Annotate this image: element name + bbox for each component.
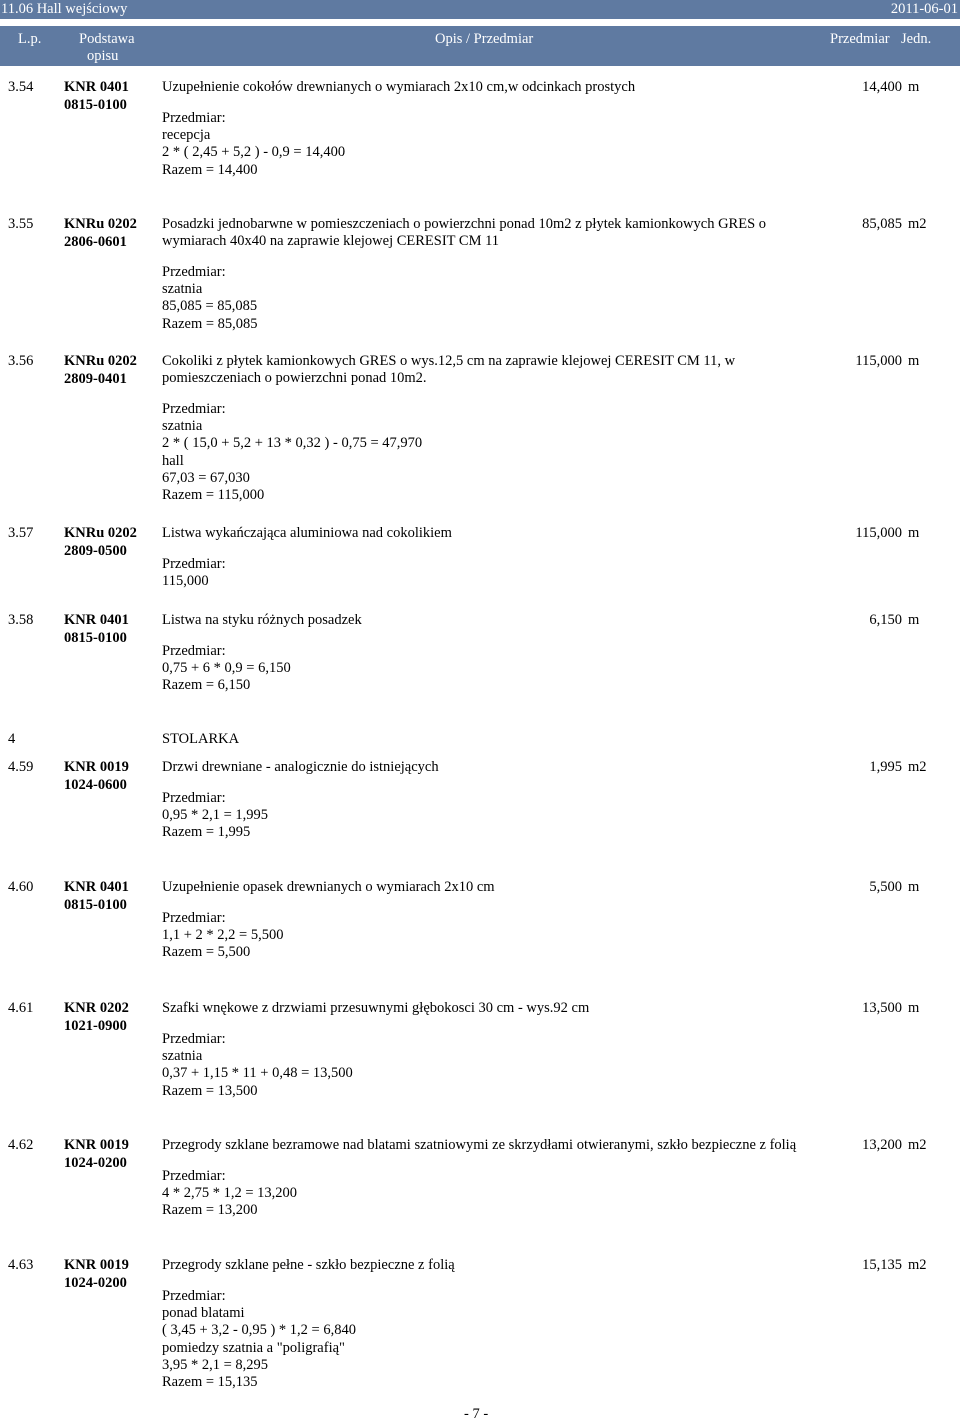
measurement-total: Razem = 6,150: [162, 677, 251, 694]
item-basis: [64, 879, 149, 915]
item-description: Uzupełnienie cokołów drewnianych o wymiarach 2x10 cm,w odcinkach prostych: [162, 79, 636, 95]
item-basis: [64, 216, 149, 252]
basis-catalog: KNRu 0202: [64, 353, 137, 369]
measurement-line: szatnia: [162, 281, 203, 298]
measurement-line: 0,37 + 1,15 * 11 + 0,48 = 13,500: [162, 1065, 353, 1082]
measurement-total: Razem = 15,135: [162, 1373, 258, 1390]
item-quantity: 1,995: [869, 759, 902, 775]
item-description: Listwa wykańczająca aluminiowa nad cokolikiem: [162, 525, 452, 541]
measurement-label: Przedmiar:: [162, 643, 226, 659]
measurement-block: [162, 910, 812, 962]
item-number: 4.60: [8, 879, 34, 895]
column-header-description: Opis / Przedmiar: [435, 31, 534, 47]
measurement-label: Przedmiar:: [162, 110, 226, 126]
basis-catalog: KNR 0401: [64, 79, 129, 95]
measurement-block: [162, 264, 812, 333]
measurement-line: ponad blatami: [162, 1305, 245, 1322]
measurement-total: Razem = 13,500: [162, 1082, 258, 1099]
measurement-block: [162, 556, 812, 590]
item-unit: m: [908, 1000, 920, 1016]
item-number: 3.57: [8, 525, 34, 541]
basis-position: 0815-0100: [64, 630, 127, 646]
measurement-total: Razem = 13,200: [162, 1202, 258, 1219]
item-number: 4.62: [8, 1137, 34, 1153]
table-header: [0, 26, 960, 66]
item-quantity: 6,150: [869, 612, 902, 628]
measurement-line: hall: [162, 452, 184, 469]
measurement-line: 0,95 * 2,1 = 1,995: [162, 807, 269, 824]
basis-position: 1024-0200: [64, 1275, 127, 1291]
document-date: 2011-06-01: [890, 1, 958, 17]
measurement-line: 3,95 * 2,1 = 8,295: [162, 1356, 269, 1373]
item-quantity: 13,200: [862, 1137, 902, 1153]
measurement-line: ( 3,45 + 3,2 - 0,95 ) * 1,2 = 6,840: [162, 1322, 356, 1339]
item-basis: [64, 525, 149, 561]
item-number: 3.55: [8, 216, 34, 232]
measurement-line: 0,75 + 6 * 0,9 = 6,150: [162, 660, 291, 677]
basis-catalog: KNR 0202: [64, 1000, 129, 1016]
measurement-line: 2 * ( 2,45 + 5,2 ) - 0,9 = 14,400: [162, 144, 346, 161]
item-unit: m: [908, 612, 920, 628]
measurement-line: 1,1 + 2 * 2,2 = 5,500: [162, 927, 284, 944]
measurement-block: [162, 790, 812, 842]
item-unit: m2: [908, 1257, 927, 1273]
column-header-basis: Podstawa: [79, 31, 135, 47]
measurement-label: Przedmiar:: [162, 1288, 226, 1304]
measurement-block: [162, 1168, 812, 1220]
column-header-quantity: Przedmiar: [830, 31, 890, 47]
item-description: Drzwi drewniane - analogicznie do istniejących: [162, 759, 439, 775]
measurement-total: Razem = 85,085: [162, 315, 258, 332]
item-quantity: 115,000: [855, 525, 902, 541]
item-number: 3.58: [8, 612, 34, 628]
document-title: 11.06 Hall wejściowy: [1, 1, 128, 17]
basis-catalog: KNRu 0202: [64, 525, 137, 541]
measurement-line: 4 * 2,75 * 1,2 = 13,200: [162, 1185, 298, 1202]
measurement-block: [162, 1031, 812, 1100]
item-description: Uzupełnienie opasek drewnianych o wymiarach 2x10 cm: [162, 879, 495, 895]
basis-catalog: KNR 0401: [64, 612, 129, 628]
item-unit: m2: [908, 1137, 927, 1153]
item-description-block: [162, 525, 812, 590]
item-description: Posadzki jednobarwne w pomieszczeniach o powierzchni ponad 10m2 z płytek kamionkowych GRES o wymiarach 40x40 na zaprawie klejowej CERESIT CM 11: [162, 216, 767, 249]
basis-catalog: KNR 0019: [64, 759, 129, 775]
measurement-total: Razem = 14,400: [162, 161, 258, 178]
column-header-unit: Jedn.: [901, 31, 932, 47]
item-description: Przegrody szklane bezramowe nad blatami szatniowymi ze skrzydłami otwieranymi, szkło bezpieczne z folią: [162, 1137, 797, 1153]
item-description-block: [162, 1257, 812, 1391]
measurement-block: [162, 1288, 812, 1391]
basis-position: 1024-0600: [64, 777, 127, 793]
item-description: Cokoliki z płytek kamionkowych GRES o wys.12,5 cm na zaprawie klejowej CERESIT CM 11, w pomieszczeniach o powierzchni ponad 10m2.: [162, 353, 736, 386]
measurement-line: szatnia: [162, 418, 203, 435]
item-description-block: [162, 79, 812, 179]
item-number: 4.61: [8, 1000, 34, 1016]
item-description: Szafki wnękowe z drzwiami przesuwnymi głębokosci 30 cm - wys.92 cm: [162, 1000, 590, 1016]
measurement-line: 67,03 = 67,030: [162, 469, 250, 486]
item-quantity: 5,500: [869, 879, 902, 895]
measurement-line: 85,085 = 85,085: [162, 298, 258, 315]
basis-position: 2806-0601: [64, 234, 127, 250]
item-description-block: [162, 879, 812, 962]
measurement-label: Przedmiar:: [162, 556, 226, 572]
item-basis: [64, 612, 149, 648]
measurement-total: 115,000: [162, 573, 209, 590]
item-quantity: 13,500: [862, 1000, 902, 1016]
item-basis: [64, 759, 149, 795]
item-unit: m: [908, 525, 920, 541]
measurement-total: Razem = 1,995: [162, 824, 251, 841]
measurement-block: [162, 643, 812, 695]
measurement-label: Przedmiar:: [162, 1031, 226, 1047]
item-description-block: [162, 216, 812, 333]
item-unit: m2: [908, 759, 927, 775]
item-number: 3.56: [8, 353, 34, 369]
measurement-block: [162, 110, 812, 179]
item-unit: m2: [908, 216, 927, 232]
page-header-bar: [0, 0, 960, 19]
item-description-block: [162, 612, 812, 695]
measurement-total: Razem = 115,000: [162, 486, 265, 503]
item-description-block: [162, 353, 812, 504]
item-unit: m: [908, 79, 920, 95]
basis-catalog: KNRu 0202: [64, 216, 137, 232]
item-number: 4.59: [8, 759, 34, 775]
measurement-line: pomiedzy szatnia a "poligrafią": [162, 1339, 345, 1356]
measurement-line: 2 * ( 15,0 + 5,2 + 13 * 0,32 ) - 0,75 = 47,970: [162, 435, 423, 452]
column-header-basis-line2: opisu: [87, 48, 119, 64]
section-title: STOLARKA: [162, 731, 240, 747]
item-basis: [64, 1257, 149, 1293]
basis-position: 2809-0500: [64, 543, 127, 559]
basis-position: 1021-0900: [64, 1018, 127, 1034]
basis-position: 1024-0200: [64, 1155, 127, 1171]
measurement-label: Przedmiar:: [162, 910, 226, 926]
measurement-label: Przedmiar:: [162, 264, 226, 280]
item-unit: m: [908, 879, 920, 895]
item-description-block: [162, 1000, 812, 1100]
measurement-label: Przedmiar:: [162, 790, 226, 806]
item-basis: [64, 79, 149, 115]
item-unit: m: [908, 353, 920, 369]
item-basis: [64, 1137, 149, 1173]
item-number: 3.54: [8, 79, 34, 95]
item-description: Listwa na styku różnych posadzek: [162, 612, 362, 628]
item-basis: [64, 1000, 149, 1036]
basis-catalog: KNR 0019: [64, 1257, 129, 1273]
basis-position: 0815-0100: [64, 897, 127, 913]
column-header-lp: L.p.: [18, 31, 42, 47]
measurement-line: szatnia: [162, 1048, 203, 1065]
item-description-block: [162, 759, 812, 842]
basis-position: 0815-0100: [64, 97, 127, 113]
item-quantity: 85,085: [862, 216, 902, 232]
item-quantity: 14,400: [862, 79, 902, 95]
item-basis: [64, 353, 149, 389]
basis-position: 2809-0401: [64, 371, 127, 387]
item-quantity: 15,135: [862, 1257, 902, 1273]
item-number: 4.63: [8, 1257, 34, 1273]
measurement-block: [162, 401, 812, 504]
measurement-line: recepcja: [162, 127, 211, 144]
basis-catalog: KNR 0401: [64, 879, 129, 895]
item-description: Przegrody szklane pełne - szkło bezpieczne z folią: [162, 1257, 455, 1273]
page-number: - 7 -: [464, 1406, 489, 1422]
basis-catalog: KNR 0019: [64, 1137, 129, 1153]
section-number: 4: [8, 731, 16, 747]
item-description-block: [162, 1137, 812, 1220]
item-quantity: 115,000: [855, 353, 902, 369]
measurement-label: Przedmiar:: [162, 1168, 226, 1184]
measurement-label: Przedmiar:: [162, 401, 226, 417]
measurement-total: Razem = 5,500: [162, 944, 251, 961]
